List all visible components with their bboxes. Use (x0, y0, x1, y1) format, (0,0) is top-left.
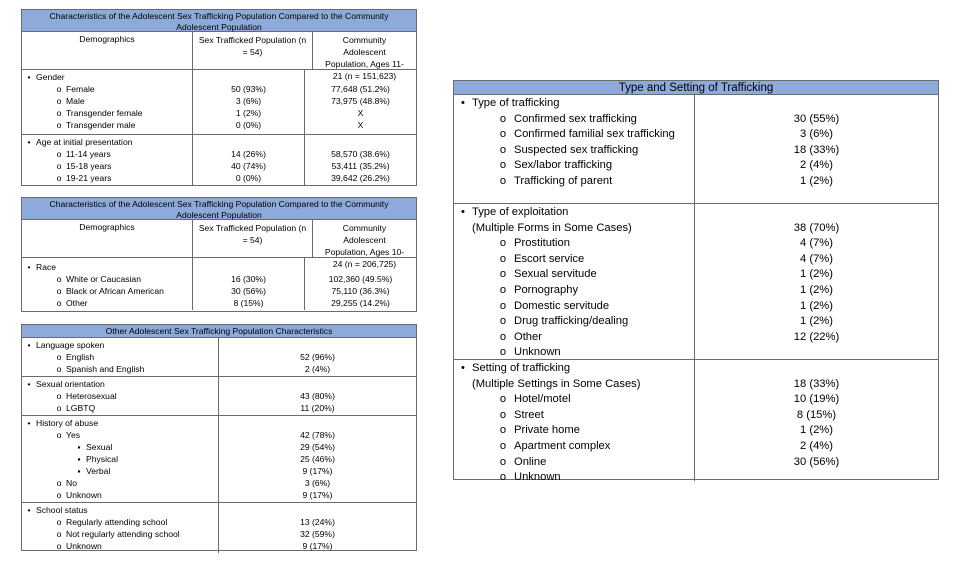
value-cell: 0 (0%) (235, 173, 262, 183)
row-label: Yes (66, 430, 81, 440)
group-label: Gender (36, 72, 65, 82)
community-values (305, 70, 416, 134)
row-label: 15-18 years (66, 161, 112, 171)
row-label: Prostitution (514, 237, 570, 250)
col-header-community: Community Adolescent Population, Ages 11-21 (n = 151,623) (325, 35, 404, 81)
row-label: Confirmed familial sex trafficking (514, 128, 675, 141)
value-cell: 1 (2%) (800, 315, 833, 328)
abuse-group (22, 416, 416, 503)
value-cell: 58,570 (38.6%) (331, 149, 390, 159)
group-labels: • History of abuse o Yes ▪ Sexual ▪ Physical ▪ Verbal o No o Unknown (22, 416, 219, 502)
value-cell: X (357, 108, 364, 118)
value-column (695, 360, 938, 481)
value-cell: 38 (70%) (793, 221, 840, 234)
group-label: School status (36, 505, 88, 515)
trafficked-values (193, 258, 305, 310)
col-header-demographics: Demographics (22, 32, 193, 69)
row-label: Transgender male (66, 120, 136, 130)
value-cell: 0 (0%) (235, 120, 262, 130)
row-label: Unknown (514, 346, 561, 359)
value-cell: 39,642 (26.2%) (331, 173, 390, 183)
community-values (305, 135, 416, 185)
row-label: Other (514, 330, 542, 343)
row-label: Confirmed sex trafficking (514, 112, 637, 125)
value-cell: 9 (17%) (302, 490, 333, 500)
trafficked-values (193, 70, 305, 134)
row-label: Other (66, 298, 88, 308)
group-labels: • Type of exploitation (Multiple Forms in Some Cases) o Prostitution o Escort service o Sexual servitude o Pornography o Domestic servitude o Drug trafficking/dealing o Other o Unknown (454, 204, 695, 359)
col-header-trafficked: Sex Trafficked Population (n = 54) (193, 32, 313, 69)
row-label: Suspected sex trafficking (514, 143, 639, 156)
row-label: White or Caucasian (66, 274, 141, 284)
race-table (21, 197, 417, 312)
value-cell: 102,360 (49.5%) (328, 274, 393, 284)
value-cell: 11 (20%) (300, 403, 335, 413)
group-labels: • Sexual orientation o Heterosexual o LGBTQ (22, 377, 219, 415)
group-labels: • Type of trafficking o Confirmed sex trafficking o Confirmed familial sex trafficking o Suspected sex trafficking o Sex/labor trafficking o Trafficking of parent (454, 95, 695, 203)
value-cell: 8 (15%) (233, 298, 264, 308)
community-values (305, 258, 416, 310)
row-label: Apartment complex (514, 439, 611, 452)
row-label: Sexual servitude (514, 268, 597, 281)
row-label: Hotel/motel (514, 393, 571, 406)
row-label: Physical (86, 454, 118, 464)
age-group (22, 135, 416, 185)
value-cell: 3 (6%) (304, 478, 331, 488)
value-column (695, 204, 938, 359)
row-label: Domestic servitude (514, 299, 610, 312)
value-cell: 1 (2%) (800, 299, 833, 312)
table-title: Characteristics of the Adolescent Sex Trafficking Population Compared to the Community Adolescent Population (22, 198, 416, 220)
row-label: Street (514, 408, 544, 421)
value-cell: 1 (2%) (800, 424, 833, 437)
group-note: (Multiple Settings in Some Cases) (472, 377, 641, 390)
value-cell: 29 (54%) (300, 442, 335, 452)
row-label: 11-14 years (66, 149, 111, 159)
row-label: English (66, 352, 95, 362)
col-header-community: Community Adolescent Population, Ages 10-24 (n = 206,725) (324, 223, 405, 269)
type-setting-table (453, 80, 939, 484)
value-cell: 30 (55%) (793, 112, 840, 125)
value-cell: 3 (6%) (800, 128, 833, 141)
value-cell: 13 (24%) (300, 517, 335, 527)
value-cell: 1 (2%) (235, 108, 262, 118)
row-label: Black or African American (66, 286, 164, 296)
row-label: Heterosexual (66, 391, 117, 401)
row-label: Unknown (66, 490, 102, 500)
value-column (219, 416, 416, 502)
group-label: Race (36, 262, 57, 272)
row-label: Drug trafficking/dealing (514, 315, 629, 328)
race-group (22, 258, 416, 310)
value-cell: 14 (26%) (231, 149, 266, 159)
value-cell: 2 (4%) (800, 439, 833, 452)
row-label: Female (66, 84, 95, 94)
group-label: Age at initial presentation (36, 137, 133, 147)
row-label: Sexual (86, 442, 113, 452)
row-label: Sex/labor trafficking (514, 159, 613, 172)
row-label: Pornography (514, 283, 579, 296)
value-cell: 4 (7%) (800, 237, 833, 250)
value-cell: 18 (33%) (793, 377, 840, 390)
col-header-demographics: Demographics (22, 220, 193, 257)
setting-group (454, 360, 938, 484)
value-cell: 52 (96%) (300, 352, 335, 362)
row-label: Online (514, 455, 547, 468)
row-label: Private home (514, 424, 580, 437)
col-header-trafficked: Sex Trafficked Population (n = 54) (193, 220, 313, 257)
row-label: Unknown (514, 471, 561, 484)
value-cell: X (357, 120, 364, 130)
group-label: History of abuse (36, 418, 99, 428)
row-label: 19-21 years (66, 173, 112, 183)
row-label: Transgender female (66, 108, 143, 118)
group-label: Sexual orientation (36, 379, 105, 389)
group-label: Language spoken (36, 340, 105, 350)
value-cell: 12 (22%) (793, 330, 840, 343)
group-label: Type of exploitation (472, 206, 569, 218)
orientation-group (22, 377, 416, 416)
value-column (219, 338, 416, 376)
school-group (22, 503, 416, 553)
trafficked-values (193, 135, 305, 185)
value-cell: 25 (46%) (300, 454, 335, 464)
row-label: Escort service (514, 252, 585, 265)
value-cell: 2 (4%) (800, 159, 833, 172)
value-cell: 2 (4%) (304, 364, 331, 374)
row-label: Regularly attending school (66, 517, 168, 527)
gender-group (22, 70, 416, 135)
group-labels: • Language spoken o English o Spanish and English (22, 338, 219, 376)
value-cell: 73,975 (48.8%) (331, 96, 390, 106)
value-cell: 53,411 (35.2%) (331, 161, 390, 171)
trafficking-type-group (454, 95, 938, 204)
value-cell: 4 (7%) (800, 252, 833, 265)
value-column (695, 95, 938, 203)
language-group (22, 338, 416, 377)
value-cell: 50 (93%) (231, 84, 266, 94)
exploitation-group (454, 204, 938, 360)
group-labels: • Race o White or Caucasian o Black or African American o Other (22, 258, 193, 310)
value-cell: 75,110 (36.3%) (331, 286, 390, 296)
gender-age-table (21, 9, 417, 186)
value-cell: 18 (33%) (793, 143, 840, 156)
value-cell: 3 (6%) (235, 96, 262, 106)
value-cell: 1 (2%) (800, 283, 833, 296)
value-cell: 43 (80%) (300, 391, 335, 401)
value-cell: 9 (17%) (302, 541, 333, 551)
group-labels: • Setting of trafficking (Multiple Settings in Some Cases) o Hotel/motel o Street o Private home o Apartment complex o Online o Unknown (454, 360, 695, 481)
other-characteristics-table (21, 324, 417, 551)
group-labels: • School status o Regularly attending school o Not regularly attending school o Unknown (22, 503, 219, 553)
value-cell: 77,648 (51.2%) (331, 84, 390, 94)
value-cell: 32 (59%) (300, 529, 335, 539)
value-cell: 10 (19%) (793, 393, 840, 406)
value-cell: 30 (56%) (793, 455, 840, 468)
group-label: Type of trafficking (472, 97, 560, 109)
value-cell: 30 (56%) (231, 286, 266, 296)
value-cell: 40 (74%) (231, 161, 266, 171)
group-note: (Multiple Forms in Some Cases) (472, 221, 632, 234)
row-label: Trafficking of parent (514, 174, 613, 187)
value-cell: 29,255 (14.2%) (331, 298, 390, 308)
row-label: Unknown (66, 541, 102, 551)
value-cell: 1 (2%) (800, 268, 833, 281)
row-label: No (66, 478, 77, 488)
group-label: Setting of trafficking (472, 362, 571, 374)
value-cell: 16 (30%) (231, 274, 266, 284)
row-label: LGBTQ (66, 403, 96, 413)
group-labels: • Age at initial presentation o 11-14 years o 15-18 years o 19-21 years (22, 135, 193, 185)
value-cell: 9 (17%) (302, 466, 333, 476)
row-label: Male (66, 96, 85, 106)
value-cell: 1 (2%) (800, 174, 833, 187)
table-title: Type and Setting of Trafficking (454, 81, 938, 95)
value-column (219, 377, 416, 415)
row-label: Not regularly attending school (66, 529, 180, 539)
table-title: Characteristics of the Adolescent Sex Trafficking Population Compared to the Community Adolescent Population (22, 10, 416, 32)
table-title: Other Adolescent Sex Trafficking Population Characteristics (22, 325, 416, 338)
value-cell: 42 (78%) (300, 430, 335, 440)
row-label: Spanish and English (66, 364, 145, 374)
row-label: Verbal (86, 466, 111, 476)
value-cell: 8 (15%) (796, 408, 837, 421)
value-column (219, 503, 416, 553)
group-labels: • Gender o Female o Male o Transgender female o Transgender male (22, 70, 193, 134)
